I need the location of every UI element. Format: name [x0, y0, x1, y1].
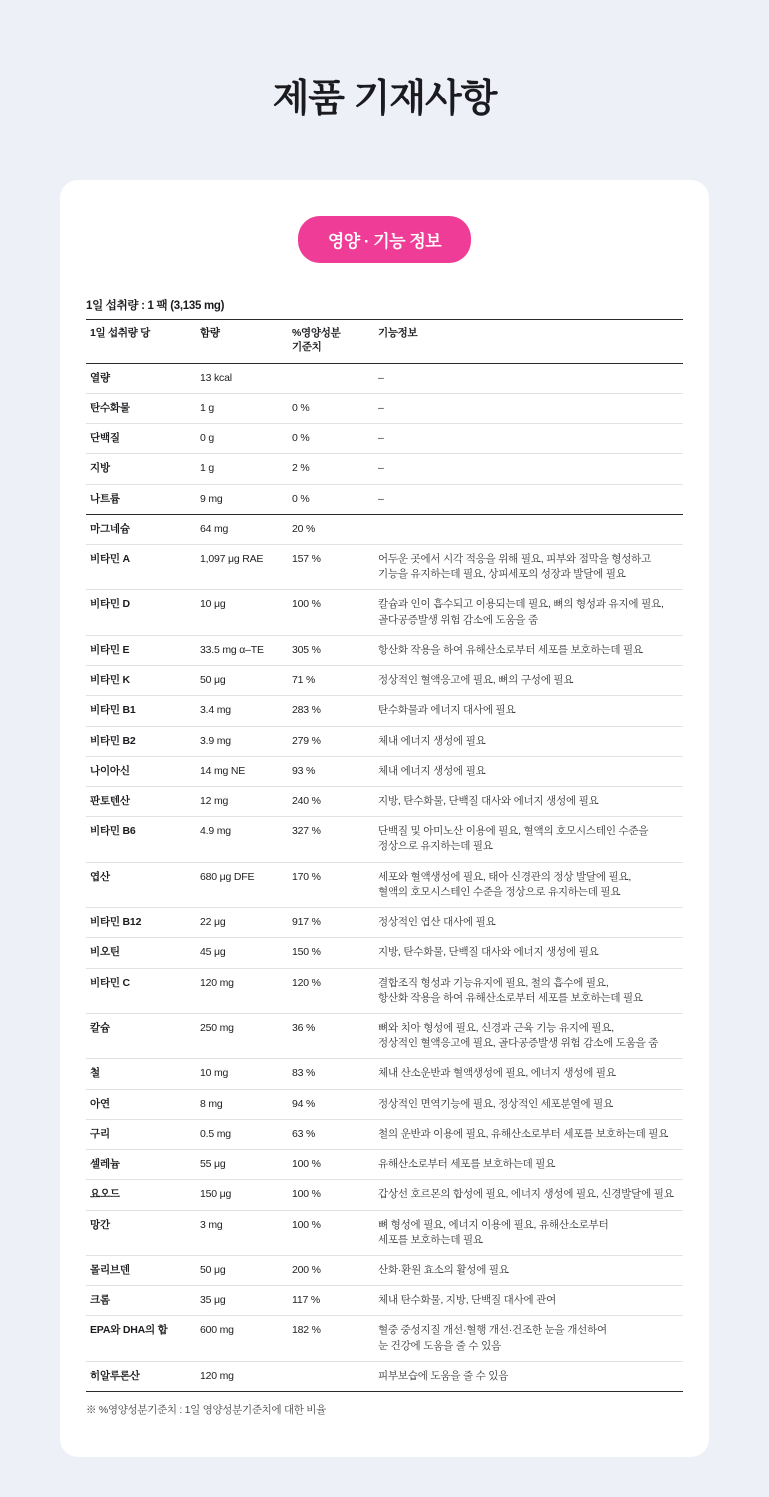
cell-percent: 305 % — [288, 635, 374, 665]
cell-amount: 13 kcal — [196, 363, 288, 393]
cell-amount: 1 g — [196, 393, 288, 423]
cell-percent: 100 % — [288, 1210, 374, 1255]
function-info-line: 정상적인 엽산 대사에 필요 — [378, 916, 496, 929]
cell-percent: 200 % — [288, 1255, 374, 1285]
cell-percent: 71 % — [288, 666, 374, 696]
function-info-line: 탄수화물과 에너지 대사에 필요 — [378, 704, 516, 717]
cell-amount: 3 mg — [196, 1210, 288, 1255]
function-info-line: 체내 탄수화물, 지방, 단백질 대사에 관여 — [378, 1294, 557, 1307]
badge-container — [60, 216, 709, 263]
cell-function-info — [374, 726, 683, 756]
cell-percent: 327 % — [288, 817, 374, 862]
table-row — [86, 787, 683, 817]
cell-nutrient-name: 비타민 A — [86, 545, 196, 590]
cell-amount: 45 μg — [196, 938, 288, 968]
cell-function-info — [374, 1089, 683, 1119]
cell-amount: 14 mg NE — [196, 756, 288, 786]
cell-nutrient-name: 비타민 E — [86, 635, 196, 665]
cell-nutrient-name: 비오틴 — [86, 938, 196, 968]
cell-nutrient-name: 철 — [86, 1059, 196, 1089]
cell-nutrient-name: 아연 — [86, 1089, 196, 1119]
column-header-percent-line1: %영양성분 — [292, 327, 341, 340]
table-row — [86, 908, 683, 938]
cell-amount: 120 mg — [196, 1361, 288, 1391]
table-row — [86, 393, 683, 423]
cell-function-info — [374, 514, 683, 544]
cell-nutrient-name: EPA와 DHA의 합 — [86, 1316, 196, 1361]
cell-amount: 10 μg — [196, 590, 288, 635]
table-row — [86, 1013, 683, 1058]
table-row — [86, 756, 683, 786]
cell-percent: 182 % — [288, 1316, 374, 1361]
table-row — [86, 696, 683, 726]
table-row — [86, 666, 683, 696]
cell-percent — [288, 1361, 374, 1391]
nutrition-card — [60, 180, 709, 1457]
table-row — [86, 1059, 683, 1089]
table-row — [86, 424, 683, 454]
cell-nutrient-name: 단백질 — [86, 424, 196, 454]
cell-function-info — [374, 862, 683, 907]
cell-function-info — [374, 908, 683, 938]
column-header-percent — [288, 320, 374, 363]
function-info-line: 항산화 작용을 하여 유해산소로부터 세포를 보호하는데 필요 — [378, 991, 643, 1004]
cell-function-info — [374, 1361, 683, 1391]
function-info-line: 골다공증발생 위험 감소에 도움을 줌 — [378, 613, 539, 626]
function-info-line: 결합조직 형성과 기능유지에 필요, 철의 흡수에 필요, — [378, 976, 609, 989]
cell-percent: 917 % — [288, 908, 374, 938]
table-row — [86, 1089, 683, 1119]
cell-percent: 20 % — [288, 514, 374, 544]
table-body — [86, 363, 683, 1391]
cell-nutrient-name: 몰리브덴 — [86, 1255, 196, 1285]
table-row — [86, 817, 683, 862]
cell-function-info — [374, 1255, 683, 1285]
cell-function-info — [374, 1210, 683, 1255]
table-header — [86, 320, 683, 363]
cell-function-info — [374, 424, 683, 454]
cell-percent: 120 % — [288, 968, 374, 1013]
function-info-line: 정상적인 면역기능에 필요, 정상적인 세포분열에 필요 — [378, 1097, 614, 1110]
table-row — [86, 635, 683, 665]
cell-function-info — [374, 1013, 683, 1058]
cell-percent: 100 % — [288, 1180, 374, 1210]
cell-function-info — [374, 666, 683, 696]
function-info-line: 세포와 혈액생성에 필요, 태아 신경관의 정상 발달에 필요, — [378, 870, 632, 883]
cell-function-info — [374, 545, 683, 590]
cell-function-info — [374, 938, 683, 968]
function-info-line: 체내 산소운반과 혈액생성에 필요, 에너지 생성에 필요 — [378, 1067, 616, 1080]
cell-amount: 8 mg — [196, 1089, 288, 1119]
cell-nutrient-name: 크롬 — [86, 1286, 196, 1316]
table-row — [86, 1119, 683, 1149]
cell-nutrient-name: 탄수화물 — [86, 393, 196, 423]
serving-size-label: 1일 섭취량 : 1 팩 (3,135 mg) — [86, 300, 225, 313]
cell-function-info — [374, 787, 683, 817]
cell-amount: 10 mg — [196, 1059, 288, 1089]
cell-nutrient-name: 셀레늄 — [86, 1150, 196, 1180]
cell-function-info — [374, 756, 683, 786]
function-info-line: 갑상선 호르몬의 합성에 필요, 에너지 생성에 필요, 신경발달에 필요 — [378, 1188, 674, 1201]
nutrition-facts-table — [86, 319, 683, 1392]
cell-nutrient-name: 지방 — [86, 454, 196, 484]
cell-nutrient-name: 비타민 B2 — [86, 726, 196, 756]
column-header-name: 1일 섭취량 당 — [86, 320, 196, 363]
cell-amount: 0 g — [196, 424, 288, 454]
cell-function-info — [374, 363, 683, 393]
cell-amount: 64 mg — [196, 514, 288, 544]
cell-amount: 4.9 mg — [196, 817, 288, 862]
table-row — [86, 1180, 683, 1210]
table-row — [86, 1286, 683, 1316]
cell-amount: 0.5 mg — [196, 1119, 288, 1149]
function-info-line: – — [378, 371, 384, 384]
cell-percent: 100 % — [288, 1150, 374, 1180]
function-info-line: 체내 에너지 생성에 필요 — [378, 764, 486, 777]
cell-function-info — [374, 1150, 683, 1180]
cell-amount: 3.4 mg — [196, 696, 288, 726]
cell-amount: 22 μg — [196, 908, 288, 938]
cell-percent: 83 % — [288, 1059, 374, 1089]
function-info-line: 체내 에너지 생성에 필요 — [378, 734, 486, 747]
cell-percent: 2 % — [288, 454, 374, 484]
cell-nutrient-name: 망간 — [86, 1210, 196, 1255]
cell-amount: 250 mg — [196, 1013, 288, 1058]
cell-amount: 9 mg — [196, 484, 288, 514]
cell-percent — [288, 363, 374, 393]
nutrition-table-area — [60, 297, 709, 1417]
function-info-line: 정상적인 혈액응고에 필요, 뼈의 구성에 필요 — [378, 674, 574, 687]
function-info-line: 혈액의 호모시스테인 수준을 정상으로 유지하는데 필요 — [378, 885, 621, 898]
table-row — [86, 1150, 683, 1180]
function-info-line: 혈중 중성지질 개선·혈행 개선·건조한 눈을 개선하여 — [378, 1324, 607, 1337]
cell-percent: 0 % — [288, 484, 374, 514]
function-info-line: 세포를 보호하는데 필요 — [378, 1233, 483, 1246]
column-header-percent-line2: 기준치 — [292, 341, 322, 354]
cell-nutrient-name: 나이아신 — [86, 756, 196, 786]
function-info-line: 유해산소로부터 세포를 보호하는데 필요 — [378, 1158, 556, 1171]
function-info-line: 산화·환원 효소의 활성에 필요 — [378, 1263, 509, 1276]
cell-function-info — [374, 1119, 683, 1149]
cell-nutrient-name: 비타민 K — [86, 666, 196, 696]
table-row — [86, 1210, 683, 1255]
table-row — [86, 1361, 683, 1391]
cell-percent: 63 % — [288, 1119, 374, 1149]
cell-amount: 600 mg — [196, 1316, 288, 1361]
table-row — [86, 1316, 683, 1361]
cell-amount: 12 mg — [196, 787, 288, 817]
cell-amount: 50 μg — [196, 1255, 288, 1285]
function-info-line: 철의 운반과 이용에 필요, 유해산소로부터 세포를 보호하는데 필요 — [378, 1127, 669, 1140]
function-info-line: 항산화 작용을 하여 유해산소로부터 세포를 보호하는데 필요 — [378, 643, 643, 656]
cell-percent: 240 % — [288, 787, 374, 817]
cell-percent: 117 % — [288, 1286, 374, 1316]
cell-function-info — [374, 393, 683, 423]
function-info-line: – — [378, 492, 384, 505]
cell-percent: 279 % — [288, 726, 374, 756]
function-info-line: 단백질 및 아미노산 이용에 필요, 혈액의 호모시스테인 수준을 — [378, 825, 649, 838]
cell-function-info — [374, 1059, 683, 1089]
cell-nutrient-name: 히알루론산 — [86, 1361, 196, 1391]
cell-amount: 35 μg — [196, 1286, 288, 1316]
cell-percent: 36 % — [288, 1013, 374, 1058]
cell-nutrient-name: 비타민 C — [86, 968, 196, 1013]
table-row — [86, 514, 683, 544]
cell-nutrient-name: 구리 — [86, 1119, 196, 1149]
cell-amount: 120 mg — [196, 968, 288, 1013]
function-info-line: 칼슘과 인이 흡수되고 이용되는데 필요, 뼈의 형성과 유지에 필요, — [378, 598, 664, 611]
column-header-amount: 함량 — [196, 320, 288, 363]
page-title: 제품 기재사항 — [272, 78, 497, 121]
cell-percent: 170 % — [288, 862, 374, 907]
cell-nutrient-name: 엽산 — [86, 862, 196, 907]
function-info-line: – — [378, 462, 384, 475]
table-row — [86, 545, 683, 590]
cell-percent: 94 % — [288, 1089, 374, 1119]
cell-percent: 150 % — [288, 938, 374, 968]
cell-nutrient-name: 나트륨 — [86, 484, 196, 514]
table-row — [86, 363, 683, 393]
cell-amount: 55 μg — [196, 1150, 288, 1180]
cell-nutrient-name: 비타민 D — [86, 590, 196, 635]
function-info-line: 지방, 탄수화물, 단백질 대사와 에너지 생성에 필요 — [378, 946, 599, 959]
cell-percent: 100 % — [288, 590, 374, 635]
cell-percent: 157 % — [288, 545, 374, 590]
cell-nutrient-name: 칼슘 — [86, 1013, 196, 1058]
cell-nutrient-name: 비타민 B6 — [86, 817, 196, 862]
cell-amount: 680 μg DFE — [196, 862, 288, 907]
cell-function-info — [374, 1286, 683, 1316]
table-header-row — [86, 320, 683, 363]
cell-function-info — [374, 696, 683, 726]
cell-percent: 283 % — [288, 696, 374, 726]
function-info-line: 기능을 유지하는데 필요, 상피세포의 성장과 발달에 필요 — [378, 568, 626, 581]
cell-amount: 150 μg — [196, 1180, 288, 1210]
cell-function-info — [374, 590, 683, 635]
column-header-function: 기능정보 — [374, 320, 683, 363]
table-row — [86, 590, 683, 635]
function-info-line: – — [378, 432, 384, 445]
cell-amount: 1 g — [196, 454, 288, 484]
table-row — [86, 968, 683, 1013]
function-info-line: – — [378, 401, 384, 414]
table-footnote: ※ %영양성분기준치 : 1일 영양성분기준치에 대한 비율 — [86, 1404, 326, 1417]
cell-amount: 3.9 mg — [196, 726, 288, 756]
table-row — [86, 726, 683, 756]
cell-amount: 50 μg — [196, 666, 288, 696]
function-info-line: 정상으로 유지하는데 필요 — [378, 840, 493, 853]
cell-function-info — [374, 484, 683, 514]
table-row — [86, 862, 683, 907]
cell-nutrient-name: 비타민 B1 — [86, 696, 196, 726]
cell-nutrient-name: 마그네슘 — [86, 514, 196, 544]
cell-nutrient-name: 열량 — [86, 363, 196, 393]
table-row — [86, 938, 683, 968]
function-info-line: 눈 건강에 도움을 줄 수 있음 — [378, 1339, 501, 1352]
function-info-line: 정상적인 혈액응고에 필요, 골다공증발생 위험 감소에 도움을 줌 — [378, 1037, 659, 1050]
cell-function-info — [374, 1180, 683, 1210]
cell-amount: 33.5 mg α–TE — [196, 635, 288, 665]
nutrition-info-badge: 영양 · 기능 정보 — [298, 216, 471, 263]
cell-function-info — [374, 454, 683, 484]
cell-function-info — [374, 1316, 683, 1361]
cell-function-info — [374, 968, 683, 1013]
cell-percent: 0 % — [288, 393, 374, 423]
cell-nutrient-name: 비타민 B12 — [86, 908, 196, 938]
function-info-line: 뼈와 치아 형성에 필요, 신경과 근육 기능 유지에 필요, — [378, 1021, 614, 1034]
function-info-line: 지방, 탄수화물, 단백질 대사와 에너지 생성에 필요 — [378, 795, 599, 808]
cell-function-info — [374, 635, 683, 665]
cell-amount: 1,097 μg RAE — [196, 545, 288, 590]
cell-percent: 0 % — [288, 424, 374, 454]
cell-nutrient-name: 요오드 — [86, 1180, 196, 1210]
cell-function-info — [374, 817, 683, 862]
function-info-line: 피부보습에 도움을 줄 수 있음 — [378, 1369, 509, 1382]
cell-nutrient-name: 판토텐산 — [86, 787, 196, 817]
function-info-line: 뼈 형성에 필요, 에너지 이용에 필요, 유해산소로부터 — [378, 1218, 609, 1231]
function-info-line: 어두운 곳에서 시각 적응을 위해 필요, 피부와 점막을 형성하고 — [378, 553, 652, 566]
table-row — [86, 484, 683, 514]
cell-percent: 93 % — [288, 756, 374, 786]
table-row — [86, 1255, 683, 1285]
table-row — [86, 454, 683, 484]
